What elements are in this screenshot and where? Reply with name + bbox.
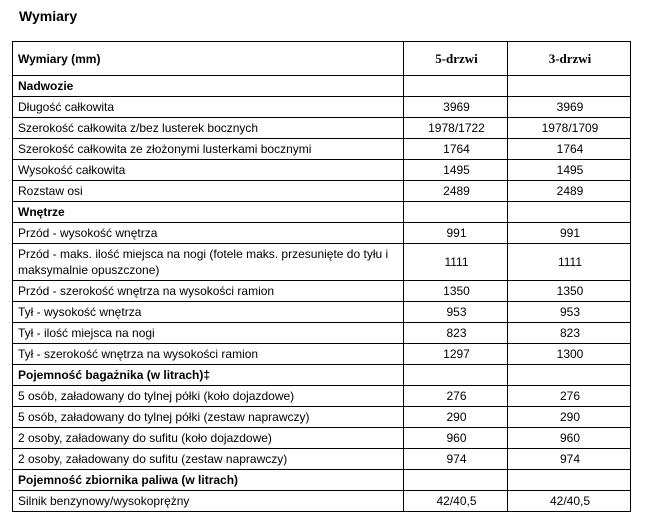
row-label: 2 osoby, załadowany do sufitu (zestaw naprawczy) xyxy=(13,449,404,470)
table-row xyxy=(13,181,631,202)
page-title: Wymiary xyxy=(19,8,78,24)
value-5-door: 991 xyxy=(404,223,508,244)
value-5-door: 1978/1722 xyxy=(404,118,508,139)
section-row xyxy=(13,76,631,97)
value-3-door: 1111 xyxy=(508,244,631,281)
value-5-door xyxy=(404,365,508,386)
row-label: Rozstaw osi xyxy=(13,181,404,202)
value-5-door: 1111 xyxy=(404,244,508,281)
header-row xyxy=(13,42,631,76)
value-3-door: 1978/1709 xyxy=(508,118,631,139)
value-5-door: 42/40,5 xyxy=(404,491,508,512)
value-3-door: 991 xyxy=(508,223,631,244)
value-3-door: 2489 xyxy=(508,181,631,202)
value-3-door xyxy=(508,365,631,386)
value-5-door: 974 xyxy=(404,449,508,470)
value-3-door: 290 xyxy=(508,407,631,428)
value-3-door: 276 xyxy=(508,386,631,407)
row-label: Wysokość całkowita xyxy=(13,160,404,181)
value-5-door: 960 xyxy=(404,428,508,449)
value-3-door xyxy=(508,202,631,223)
value-5-door: 3969 xyxy=(404,97,508,118)
table-row xyxy=(13,118,631,139)
dimensions-table xyxy=(12,41,631,512)
value-3-door: 953 xyxy=(508,302,631,323)
value-5-door xyxy=(404,76,508,97)
table-row xyxy=(13,323,631,344)
header-dimensions: Wymiary (mm) xyxy=(13,42,404,76)
row-label: 5 osób, załadowany do tylnej półki (zestaw naprawczy) xyxy=(13,407,404,428)
row-label: Szerokość całkowita z/bez lusterek bocznych xyxy=(13,118,404,139)
value-5-door: 953 xyxy=(404,302,508,323)
section-row xyxy=(13,202,631,223)
section-title: Wnętrze xyxy=(13,202,404,223)
table-row xyxy=(13,160,631,181)
table-body xyxy=(13,76,631,512)
row-label: Szerokość całkowita ze złożonymi lusterkami bocznymi xyxy=(13,139,404,160)
value-3-door xyxy=(508,470,631,491)
value-3-door: 1764 xyxy=(508,139,631,160)
value-5-door: 290 xyxy=(404,407,508,428)
value-3-door: 1300 xyxy=(508,344,631,365)
table-row xyxy=(13,407,631,428)
table-row xyxy=(13,223,631,244)
section-title: Pojemność bagażnika (w litrach)‡ xyxy=(13,365,404,386)
row-label: 2 osoby, załadowany do sufitu (koło dojazdowe) xyxy=(13,428,404,449)
table-row xyxy=(13,449,631,470)
row-label: Tył - szerokość wnętrza na wysokości ramion xyxy=(13,344,404,365)
row-label: Przód - maks. ilość miejsca na nogi (fotele maks. przesunięte do tyłu i maksymalnie opuszczone) xyxy=(13,244,404,281)
value-5-door xyxy=(404,470,508,491)
table-row xyxy=(13,491,631,512)
value-5-door: 2489 xyxy=(404,181,508,202)
table-row xyxy=(13,281,631,302)
table-row xyxy=(13,428,631,449)
row-label: Tył - wysokość wnętrza xyxy=(13,302,404,323)
section-title: Pojemność zbiornika paliwa (w litrach) xyxy=(13,470,404,491)
value-3-door: 3969 xyxy=(508,97,631,118)
value-3-door: 42/40,5 xyxy=(508,491,631,512)
table-row xyxy=(13,97,631,118)
table-row xyxy=(13,302,631,323)
value-3-door: 1495 xyxy=(508,160,631,181)
row-label: Silnik benzynowy/wysokoprężny xyxy=(13,491,404,512)
section-title: Nadwozie xyxy=(13,76,404,97)
row-label: Przód - szerokość wnętrza na wysokości ramion xyxy=(13,281,404,302)
value-5-door: 276 xyxy=(404,386,508,407)
table-row xyxy=(13,344,631,365)
value-5-door: 1764 xyxy=(404,139,508,160)
header-5-door: 5-drzwi xyxy=(404,42,508,76)
table-header xyxy=(13,42,631,76)
value-5-door: 1495 xyxy=(404,160,508,181)
section-row xyxy=(13,365,631,386)
value-3-door xyxy=(508,76,631,97)
value-3-door: 960 xyxy=(508,428,631,449)
table-row xyxy=(13,139,631,160)
section-row xyxy=(13,470,631,491)
row-label: Przód - wysokość wnętrza xyxy=(13,223,404,244)
value-5-door: 823 xyxy=(404,323,508,344)
value-3-door: 974 xyxy=(508,449,631,470)
table-row xyxy=(13,386,631,407)
value-3-door: 823 xyxy=(508,323,631,344)
header-3-door: 3-drzwi xyxy=(508,42,631,76)
value-5-door: 1350 xyxy=(404,281,508,302)
value-5-door: 1297 xyxy=(404,344,508,365)
table-row xyxy=(13,244,631,281)
row-label: 5 osób, załadowany do tylnej półki (koło dojazdowe) xyxy=(13,386,404,407)
value-5-door xyxy=(404,202,508,223)
row-label: Tył - ilość miejsca na nogi xyxy=(13,323,404,344)
row-label: Długość całkowita xyxy=(13,97,404,118)
value-3-door: 1350 xyxy=(508,281,631,302)
